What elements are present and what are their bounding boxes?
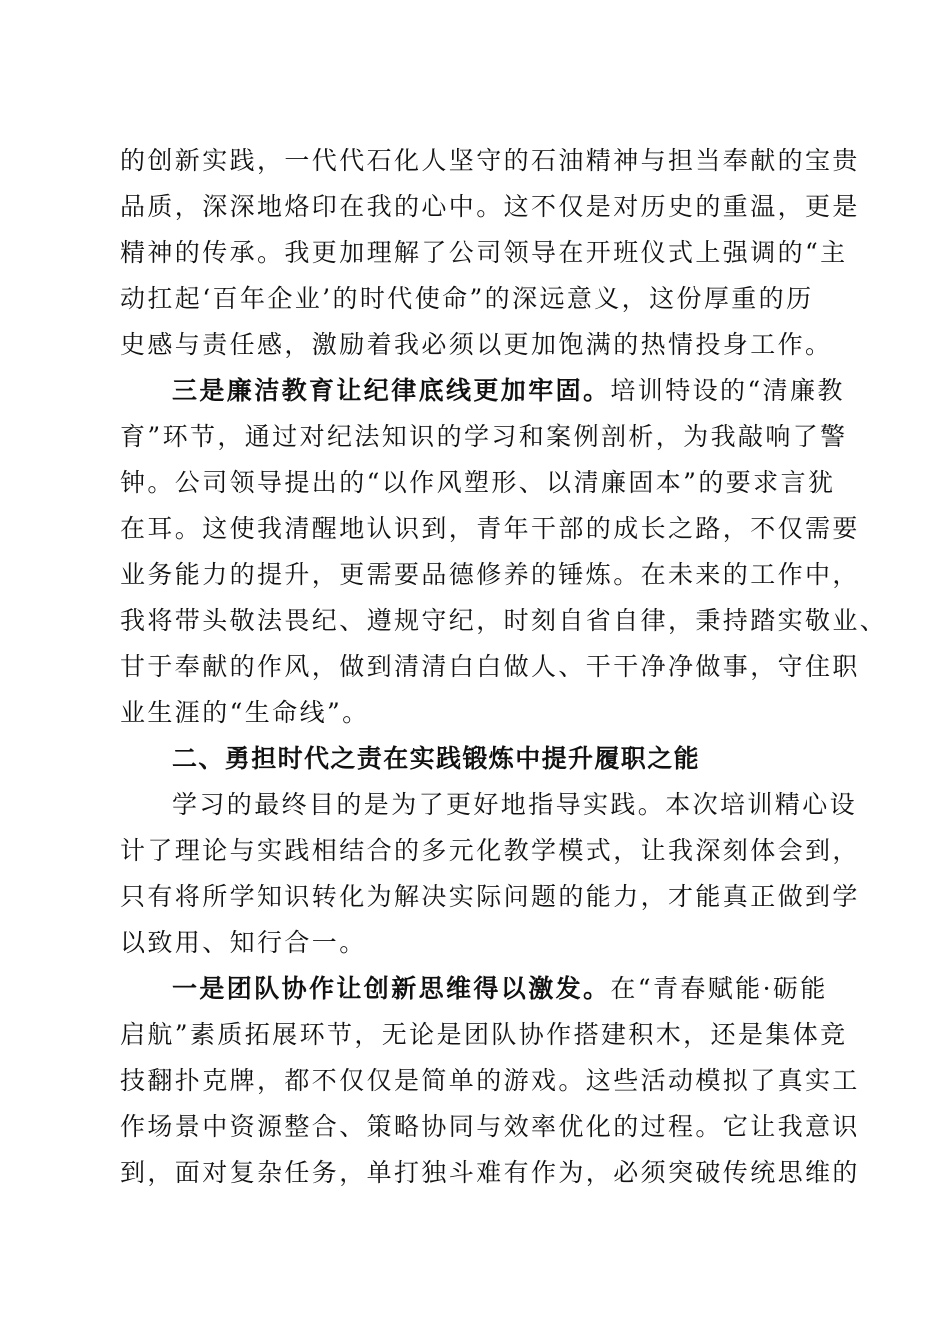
paragraph-first-rest: 培训特设的“清廉教 [610,376,845,405]
paragraph-line: 的创新实践，一代代石化人坚守的石油精神与担当奉献的宝贵 [120,146,860,175]
paragraph-line: 业生涯的“生命线”。 [120,698,370,727]
paragraph-line: 精神的传承。我更加理解了公司领导在开班仪式上强调的“主 [120,238,848,267]
paragraph-line: 技翻扑克牌，都不仅仅是简单的游戏。这些活动模拟了真实工 [120,1066,860,1095]
paragraph-line: 到，面对复杂任务，单打独斗难有作为，必须突破传统思维的 [120,1158,860,1187]
paragraph-line: 育”环节，通过对纪法知识的学习和案例剖析，为我敲响了警 [120,422,848,451]
paragraph-line: 业务能力的提升，更需要品德修养的锤炼。在未来的工作中， [120,560,860,589]
paragraph-line: 我将带头敬法畏纪、遵规守纪，时刻自省自律，秉持踏实敬业、 [120,606,888,635]
paragraph-line: 启航”素质拓展环节，无论是团队协作搭建积木，还是集体竞 [120,1020,848,1049]
paragraph-line: 史感与责任感，激励着我必须以更加饱满的热情投身工作。 [120,330,833,359]
paragraph-first-line: 学习的最终目的是为了更好地指导实践。本次培训精心设 [172,790,858,819]
paragraph-line: 以致用、知行合一。 [120,928,367,957]
paragraph-first-line [172,371,892,411]
paragraph-line: 钟。公司领导提出的“以作风塑形、以清廉固本”的要求言犹 [120,468,836,497]
paragraph-line: 品质，深深地烙印在我的心中。这不仅是对历史的重温，更是 [120,192,860,221]
paragraph-line: 作场景中资源整合、策略协同与效率优化的过程。它让我意识 [120,1112,860,1141]
paragraph-first-rest: 在“青春赋能·砺能 [610,974,828,1003]
section-heading: 二、勇担时代之责在实践锻炼中提升履职之能 [172,744,701,773]
paragraph-line: 只有将所学知识转化为解决实际问题的能力，才能真正做到学 [120,882,860,911]
paragraph-line: 计了理论与实践相结合的多元化教学模式，让我深刻体会到， [120,836,860,865]
paragraph-line: 甘于奉献的作风，做到清清白白做人、干干净净做事，守住职 [120,652,860,681]
paragraph-lead-phrase: 三是廉洁教育让纪律底线更加牢固。 [172,376,611,405]
paragraph-line: 在耳。这使我清醒地认识到，青年干部的成长之路，不仅需要 [120,514,860,543]
paragraph-lead-phrase: 一是团队协作让创新思维得以激发。 [172,974,611,1003]
paragraph-line: 动扛起‘百年企业’的时代使命”的深远意义，这份厚重的历 [120,284,814,313]
paragraph-first-line [172,969,892,1009]
